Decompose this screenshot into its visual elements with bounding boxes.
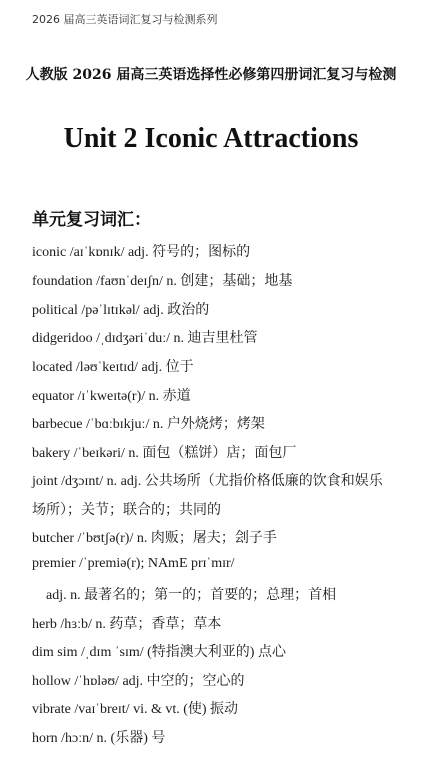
vocab-line: butcher /ˈbʊtʃə(r)/ n. 肉贩；屠夫；刽子手	[32, 531, 277, 546]
vocab-line-continuation: 场所）；关节；联合的；共同的	[32, 503, 221, 518]
series-header: 2026 届高三英语词汇复习与检测系列	[32, 13, 218, 26]
vocab-line: vibrate /vaɪˈbreɪt/ vi. & vt. (使) 振动	[32, 702, 239, 717]
vocab-line: hollow /ˈhɒləʊ/ adj. 中空的；空心的	[32, 674, 245, 689]
vocab-line: dim sim /ˌdɪm ˈsɪm/ (特指澳大利亚的) 点心	[32, 645, 286, 660]
vocab-line: iconic /aɪˈkɒnɪk/ adj. 符号的；图标的	[32, 245, 251, 260]
vocab-line: political /pəˈlɪtɪkəl/ adj. 政治的	[32, 303, 210, 318]
vocab-line: horn /hɔːn/ n. (乐器) 号	[32, 731, 166, 746]
vocab-line: bakery /ˈbeɪkəri/ n. 面包（糕饼）店；面包厂	[32, 446, 297, 461]
section-heading: 单元复习词汇：	[32, 210, 151, 230]
document-title: 人教版 2026 届高三英语选择性必修第四册词汇复习与检测	[25, 67, 397, 83]
vocab-line: located /ləʊˈkeɪtɪd/ adj. 位于	[32, 360, 194, 375]
vocab-line: herb /hɜːb/ n. 药草；香草；草本	[32, 617, 222, 632]
vocab-line: joint /dʒɔɪnt/ n. adj. 公共场所（尤指价格低廉的饮食和娱乐	[32, 474, 383, 489]
vocab-line: barbecue /ˈbɑːbɪkjuː/ n. 户外烧烤；烤架	[32, 417, 265, 432]
vocab-line: equator /ɪˈkweɪtə(r)/ n. 赤道	[32, 389, 191, 404]
vocab-line: foundation /faʊnˈdeɪʃn/ n. 创建；基础；地基	[32, 274, 293, 289]
vocab-line-continuation: adj. n. 最著名的；第一的；首要的；总理；首相	[46, 588, 337, 603]
vocab-line: premier /ˈpremiə(r); NAmE prɪˈmɪr/	[32, 556, 235, 571]
vocab-line: didgeridoo /ˌdɪdʒəriˈduː/ n. 迪吉里杜管	[32, 331, 258, 346]
unit-title: Unit 2 Iconic Attractions	[63, 123, 359, 154]
